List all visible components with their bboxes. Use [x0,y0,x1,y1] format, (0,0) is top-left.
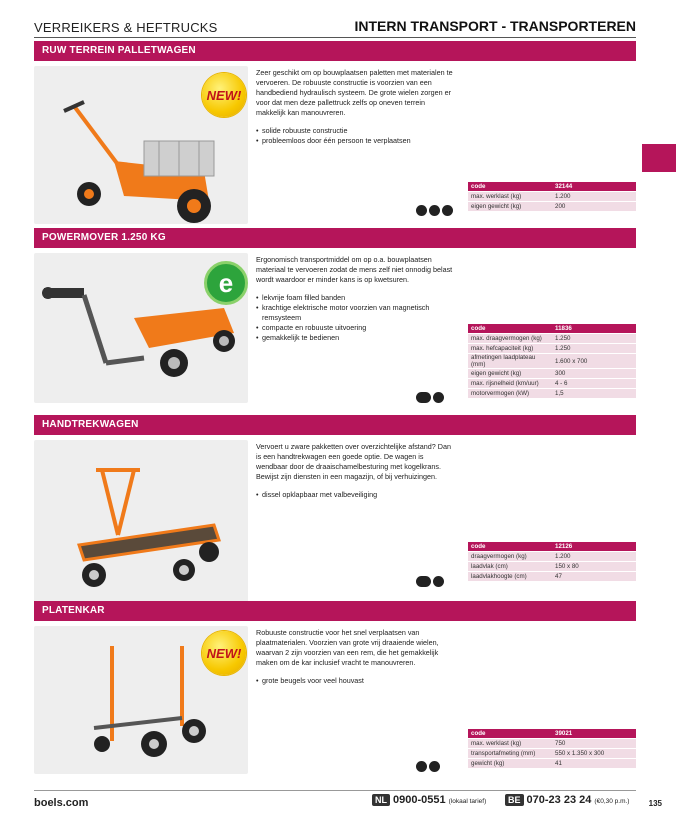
product-description [256,68,456,146]
spec-head-code: 11836 [552,324,636,334]
section-title: HANDTREKWAGEN [34,415,636,435]
spec-label: draagvermogen (kg) [468,552,552,562]
spec-label: transportafmeting (mm) [468,749,552,759]
spec-value: 1.600 x 700 [552,354,636,369]
feature-item: • compacte en robuuste uitvoering [256,323,456,333]
feature-item: • dissel opklapbaar met valbeveiliging [256,490,456,500]
spec-label: gewicht (kg) [468,759,552,769]
boot-icon [416,392,431,403]
spec-value: 1.200 [552,192,636,202]
safety-icons [414,202,453,220]
feature-list [256,676,456,686]
spec-label: motorvermogen (kW) [468,389,552,399]
spec-head-code: 39021 [552,729,636,739]
page-title: INTERN TRANSPORT - TRANSPORTEREN [354,18,636,34]
spec-head-code: 12126 [552,542,636,552]
chapter-tab [642,144,676,172]
spec-label: eigen gewicht (kg) [468,369,552,379]
spec-head-label: code [468,324,552,334]
gloves-icon [433,392,444,403]
spec-label: max. rijsnelheid (km/uur) [468,379,552,389]
nl-note: (lokaal tarief) [448,798,487,805]
spec-label: laadvlak (cm) [468,562,552,572]
spec-value: 1.250 [552,344,636,354]
gloves-icon [433,576,444,587]
spec-table [468,182,636,212]
spec-value: 4 - 6 [552,379,636,389]
boot-icon [416,576,431,587]
feature-item: • grote beugels voor veel houvast [256,676,456,686]
spec-label: afmetingen laadplateau (mm) [468,354,552,369]
feature-item: • probleemloos door één persoon te verplaatsen [256,136,456,146]
feature-item: • lekvrije foam filled banden [256,293,456,303]
helmet-icon [442,205,453,216]
electric-badge: e [204,261,248,305]
spec-value: 300 [552,369,636,379]
spec-label: max. werklast (kg) [468,192,552,202]
spec-label: max. werklast (kg) [468,739,552,749]
safety-icons [414,389,444,407]
description-text: Ergonomisch transportmiddel om op o.a. bouwplaatsen materiaal te vervoeren zodat de mens zelf niet onnodig belast wordt waardoor er minder kans is op kwetsuren. [256,255,453,284]
spec-value: 750 [552,739,636,749]
product-platenkar [34,601,636,781]
helmet-icon [429,761,440,772]
be-phone: 070-23 23 24 [526,794,592,806]
safety-icons [414,573,444,591]
spec-value: 47 [552,572,636,582]
spec-value: 41 [552,759,636,769]
product-description [256,255,456,343]
product-ruw-terrein-palletwagen [34,41,636,231]
product-photo [34,626,248,774]
product-description [256,628,456,686]
be-flag: BE [505,794,524,806]
spec-value: 150 x 80 [552,562,636,572]
category-header: VERREIKERS & HEFTRUCKS [34,20,218,35]
spec-head-label: code [468,182,552,192]
section-title: PLATENKAR [34,601,636,621]
website-link[interactable]: boels.com [34,797,89,809]
feature-item: • krachtige elektrische motor voorzien van magnetisch remsysteem [256,303,456,323]
spec-value: 1,5 [552,389,636,399]
nl-flag: NL [372,794,390,806]
spec-label: laadvlakhoogte (cm) [468,572,552,582]
spec-table [468,324,636,399]
new-badge: NEW! [202,73,246,117]
product-photo [34,440,248,608]
be-contact [505,794,629,806]
description-text: Zeer geschikt om op bouwplaatsen paletten met materialen te vervoeren. De robuuste constructie is voorzien van een handbediend hydraulisch systeem. De grote wielen zorgen er voor dat men deze pallettruck zelfs op oneven terrein makkelijk kan manouvreren. [256,68,453,117]
safety-icons [414,758,440,776]
header-divider [34,37,636,38]
description-text: Robuuste constructie voor het snel verplaatsen van plaatmaterialen. Voorzien van grote vrij draaiende wielen, waarvan 2 zijn voorzien van een rem, die het gemakkelijk maken om de kar inclusief vracht te manouvreren. [256,628,439,667]
spec-table [468,542,636,582]
page-number: 135 [648,799,662,808]
nl-phone: 0900-0551 [393,794,446,806]
feature-list [256,126,456,146]
feature-list [256,490,456,500]
feature-list [256,293,456,343]
description-text: Vervoert u zware pakketten over overzichtelijke afstand? Dan is een handtrekwagen een goede optie. De wagen is wendbaar door de draaischamelbesturing met kogelkrans. Bewijst zijn diensten in een magazijn, of bij verhuizingen. [256,442,451,481]
footer-divider [34,790,636,791]
spec-label: max. draagvermogen (kg) [468,334,552,344]
spec-value: 200 [552,202,636,212]
new-badge: NEW! [202,631,246,675]
product-photo [34,253,248,403]
feature-item: • solide robuuste constructie [256,126,456,136]
spec-value: 550 x 1.350 x 300 [552,749,636,759]
spec-label: max. hefcapaciteit (kg) [468,344,552,354]
boot-icon [429,205,440,216]
nl-contact [372,794,486,806]
product-powermover [34,228,636,408]
spec-value: 1.200 [552,552,636,562]
gloves-icon [416,761,427,772]
feature-item: • gemakkelijk te bedienen [256,333,456,343]
section-title: RUW TERREIN PALLETWAGEN [34,41,636,61]
product-handtrekwagen [34,415,636,595]
spec-table [468,729,636,769]
product-photo [34,66,248,224]
be-note: (€0,30 p.m.) [594,798,630,805]
section-title: POWERMOVER 1.250 KG [34,228,636,248]
spec-value: 1.250 [552,334,636,344]
spec-head-label: code [468,729,552,739]
gloves-icon [416,205,427,216]
product-description [256,442,456,500]
spec-head-code: 32144 [552,182,636,192]
spec-head-label: code [468,542,552,552]
spec-label: eigen gewicht (kg) [468,202,552,212]
